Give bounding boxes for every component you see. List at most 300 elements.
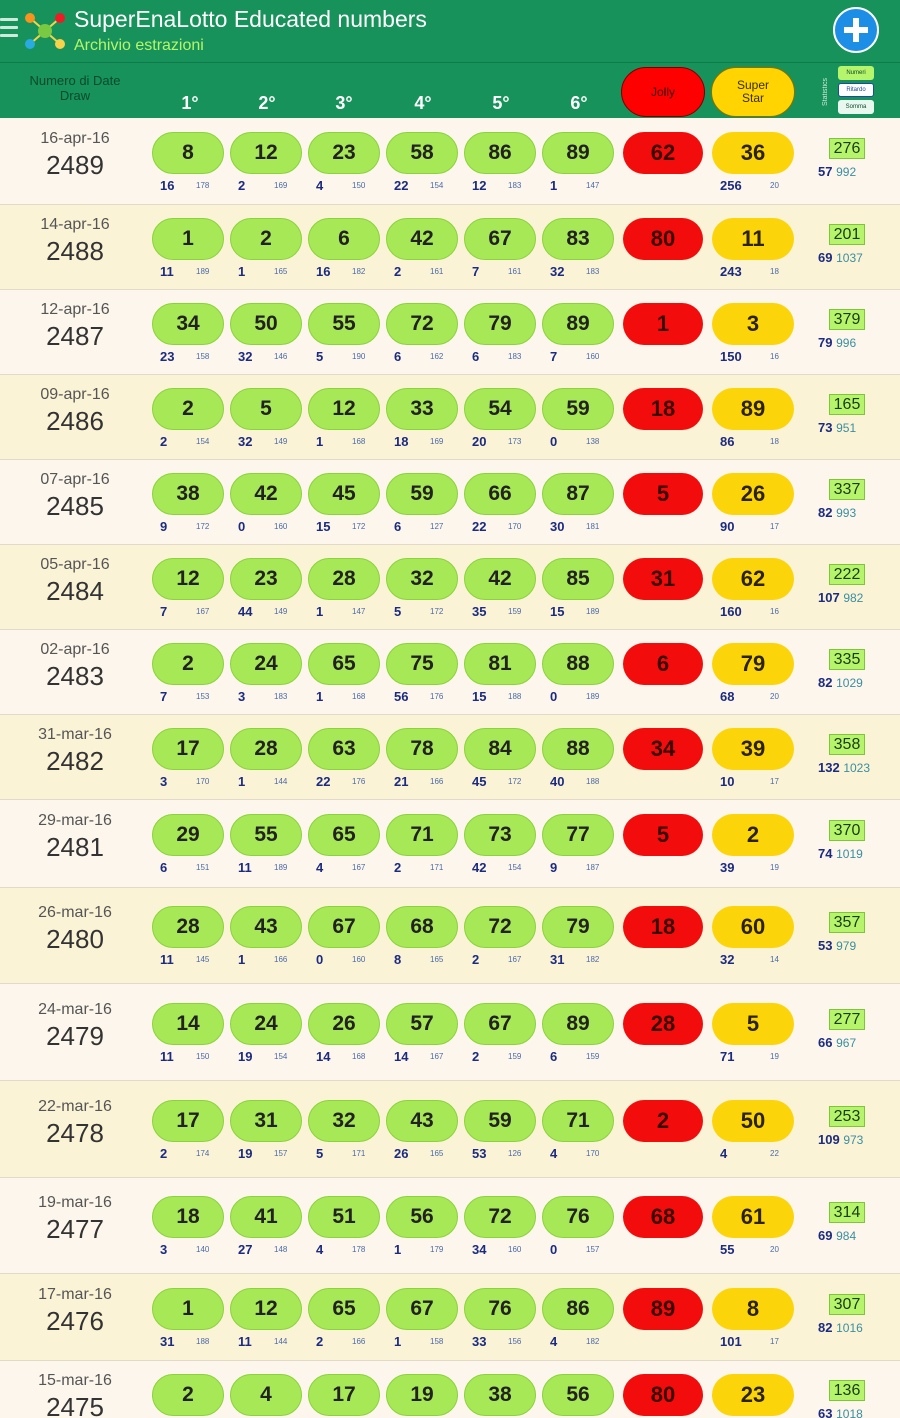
- superstar-frequency: 20: [770, 692, 779, 701]
- number-ball[interactable]: 18: [152, 1196, 224, 1238]
- number-delay: 1: [550, 178, 558, 193]
- superstar-ball[interactable]: 39: [712, 728, 794, 770]
- jolly-ball[interactable]: 34: [623, 728, 703, 770]
- sum-detail-b: 1016: [836, 1321, 863, 1335]
- jolly-header: Jolly: [621, 67, 705, 117]
- number-frequency: 176: [430, 692, 444, 701]
- number-frequency: 159: [508, 607, 522, 616]
- number-ball[interactable]: 55: [308, 303, 380, 345]
- number-ball[interactable]: 68: [386, 906, 458, 948]
- sum-badge: 370: [829, 820, 865, 841]
- sum-badge: 276: [829, 138, 865, 159]
- number-ball[interactable]: 57: [386, 1003, 458, 1045]
- number-ball[interactable]: 2: [152, 643, 224, 685]
- draw-number: 2485: [46, 491, 104, 521]
- sum-details: [818, 846, 888, 861]
- sum-detail-a: 69: [818, 1228, 833, 1243]
- number-ball[interactable]: 65: [308, 643, 380, 685]
- number-frequency: 160: [352, 955, 366, 964]
- superstar-frequency: 17: [770, 522, 779, 531]
- number-ball[interactable]: 32: [308, 1100, 380, 1142]
- number-ball[interactable]: 67: [464, 1003, 536, 1045]
- number-ball[interactable]: 12: [152, 558, 224, 600]
- number-ball[interactable]: 17: [152, 1100, 224, 1142]
- number-ball[interactable]: 72: [464, 1196, 536, 1238]
- number-ball[interactable]: 79: [464, 303, 536, 345]
- number-ball[interactable]: 12: [230, 1288, 302, 1330]
- number-delay: 6: [394, 349, 402, 364]
- number-frequency: 145: [196, 955, 210, 964]
- number-ball[interactable]: 65: [308, 1288, 380, 1330]
- sum-details: [818, 590, 888, 605]
- number-frequency: 150: [352, 181, 366, 190]
- sum-detail-a: 66: [818, 1035, 833, 1050]
- superstar-ball[interactable]: 11: [712, 218, 794, 260]
- number-ball[interactable]: 73: [464, 814, 536, 856]
- number-delay: 2: [160, 434, 168, 449]
- plus-icon: [841, 15, 871, 45]
- superstar-frequency: 19: [770, 1052, 779, 1061]
- number-ball[interactable]: 5: [230, 388, 302, 430]
- number-ball[interactable]: 75: [386, 643, 458, 685]
- superstar-frequency: 20: [770, 181, 779, 190]
- number-delay: 2: [472, 1049, 480, 1064]
- sum-badge: 222: [829, 564, 865, 585]
- menu-icon[interactable]: [0, 18, 18, 44]
- number-ball[interactable]: 76: [542, 1196, 614, 1238]
- number-delay: 0: [550, 1242, 558, 1257]
- number-frequency: 144: [274, 1337, 288, 1346]
- number-delay: 2: [316, 1334, 324, 1349]
- jolly-ball[interactable]: 5: [623, 814, 703, 856]
- draw-row[interactable]: [0, 715, 900, 800]
- number-delay: 11: [238, 1334, 252, 1349]
- jolly-ball[interactable]: 80: [623, 218, 703, 260]
- jolly-ball[interactable]: 89: [623, 1288, 703, 1330]
- draw-row[interactable]: [0, 1274, 900, 1361]
- number-ball[interactable]: 58: [386, 132, 458, 174]
- draw-row[interactable]: [0, 205, 900, 290]
- sum-detail-b: 1019: [836, 847, 863, 861]
- number-delay: 32: [550, 264, 565, 279]
- draw-list: [0, 119, 900, 1418]
- number-ball[interactable]: 76: [464, 1288, 536, 1330]
- jolly-ball[interactable]: 5: [623, 473, 703, 515]
- superstar-ball[interactable]: 36: [712, 132, 794, 174]
- number-frequency: 169: [274, 181, 288, 190]
- number-ball[interactable]: 24: [230, 1003, 302, 1045]
- header-col-4: 4°: [414, 93, 432, 113]
- number-delay: 1: [316, 689, 324, 704]
- number-frequency: 168: [352, 1052, 366, 1061]
- number-delay: 53: [472, 1146, 487, 1161]
- number-frequency: 154: [430, 181, 444, 190]
- draw-row[interactable]: [0, 545, 900, 630]
- number-frequency: 151: [196, 863, 210, 872]
- number-delay: 34: [472, 1242, 487, 1257]
- number-delay: 4: [316, 1242, 324, 1257]
- number-frequency: 170: [196, 777, 210, 786]
- sum-details: [818, 1132, 888, 1147]
- number-ball[interactable]: 89: [542, 1003, 614, 1045]
- number-delay: 7: [160, 604, 168, 619]
- number-delay: 22: [472, 519, 487, 534]
- number-frequency: 165: [274, 267, 288, 276]
- draw-number: 2478: [46, 1118, 104, 1148]
- number-ball[interactable]: 71: [386, 814, 458, 856]
- number-delay: 2: [394, 264, 402, 279]
- number-ball[interactable]: 1: [152, 1288, 224, 1330]
- draw-row[interactable]: [0, 984, 900, 1081]
- number-frequency: 172: [196, 522, 210, 531]
- draw-row[interactable]: [0, 630, 900, 715]
- number-ball[interactable]: 23: [308, 132, 380, 174]
- number-frequency: 165: [430, 955, 444, 964]
- sum-details: [818, 675, 888, 690]
- superstar-ball[interactable]: 60: [712, 906, 794, 948]
- number-frequency: 147: [352, 607, 366, 616]
- superstar-ball[interactable]: 79: [712, 643, 794, 685]
- number-ball[interactable]: 42: [386, 218, 458, 260]
- draw-row[interactable]: [0, 888, 900, 984]
- draw-date: 16-apr-16: [40, 130, 110, 147]
- number-delay: 4: [550, 1146, 558, 1161]
- number-ball[interactable]: 32: [386, 558, 458, 600]
- superstar-frequency: 17: [770, 1337, 779, 1346]
- number-ball[interactable]: 72: [386, 303, 458, 345]
- number-delay: 32: [238, 349, 253, 364]
- sum-details: [818, 335, 888, 350]
- number-frequency: 182: [586, 1337, 600, 1346]
- sum-details: [818, 1320, 888, 1335]
- mini-button-sum[interactable]: Somma: [838, 100, 874, 114]
- number-ball[interactable]: 24: [230, 643, 302, 685]
- number-delay: 19: [238, 1146, 253, 1161]
- number-delay: 11: [160, 952, 174, 967]
- sum-detail-a: 79: [818, 335, 833, 350]
- superstar-frequency: 20: [770, 1245, 779, 1254]
- number-frequency: 160: [586, 352, 600, 361]
- number-frequency: 167: [352, 863, 366, 872]
- number-frequency: 167: [430, 1052, 444, 1061]
- number-ball[interactable]: 26: [308, 1003, 380, 1045]
- number-delay: 2: [238, 178, 246, 193]
- superstar-delay: 68: [720, 689, 735, 704]
- number-ball[interactable]: 6: [308, 218, 380, 260]
- number-frequency: 167: [508, 955, 522, 964]
- jolly-ball[interactable]: 18: [623, 906, 703, 948]
- number-ball[interactable]: 54: [464, 388, 536, 430]
- number-frequency: 172: [508, 777, 522, 786]
- number-frequency: 160: [508, 1245, 522, 1254]
- sum-details: [818, 1035, 888, 1050]
- number-frequency: 190: [352, 352, 366, 361]
- number-ball[interactable]: 84: [464, 728, 536, 770]
- number-delay: 1: [394, 1334, 402, 1349]
- draw-row[interactable]: [0, 375, 900, 460]
- jolly-ball[interactable]: 2: [623, 1100, 703, 1142]
- draw-number: 2476: [46, 1306, 104, 1336]
- superstar-ball[interactable]: 8: [712, 1288, 794, 1330]
- draw-number: 2488: [46, 236, 104, 266]
- number-ball[interactable]: 41: [230, 1196, 302, 1238]
- draw-date: 31-mar-16: [38, 726, 112, 743]
- draw-row[interactable]: [0, 290, 900, 375]
- draw-date: 07-apr-16: [40, 471, 110, 488]
- draw-row[interactable]: [0, 119, 900, 205]
- number-ball[interactable]: 88: [542, 643, 614, 685]
- number-delay: 0: [550, 434, 558, 449]
- jolly-ball[interactable]: 6: [623, 643, 703, 685]
- number-ball[interactable]: 85: [542, 558, 614, 600]
- sum-detail-a: 73: [818, 420, 833, 435]
- number-delay: 32: [238, 434, 253, 449]
- superstar-delay: 4: [720, 1146, 728, 1161]
- number-ball[interactable]: 67: [386, 1288, 458, 1330]
- number-ball[interactable]: 59: [386, 473, 458, 515]
- number-delay: 18: [394, 434, 409, 449]
- number-ball[interactable]: 56: [542, 1374, 614, 1416]
- number-delay: 1: [316, 434, 324, 449]
- number-delay: 19: [238, 1049, 253, 1064]
- number-delay: 1: [238, 264, 246, 279]
- sum-detail-b: 979: [836, 939, 857, 953]
- number-ball[interactable]: 12: [308, 388, 380, 430]
- number-frequency: 189: [274, 863, 288, 872]
- number-ball[interactable]: 50: [230, 303, 302, 345]
- number-ball[interactable]: 65: [308, 814, 380, 856]
- superstar-delay: 39: [720, 860, 735, 875]
- mini-button-numbers[interactable]: Numeri: [838, 66, 874, 80]
- number-frequency: 154: [508, 863, 522, 872]
- number-ball[interactable]: 89: [542, 303, 614, 345]
- sum-detail-a: 109: [818, 1132, 840, 1147]
- number-delay: 21: [394, 774, 409, 789]
- number-ball[interactable]: 38: [152, 473, 224, 515]
- number-frequency: 170: [508, 522, 522, 531]
- number-ball[interactable]: 28: [230, 728, 302, 770]
- sum-details: [818, 938, 888, 953]
- sum-badge: 277: [829, 1009, 865, 1030]
- number-ball[interactable]: 71: [542, 1100, 614, 1142]
- sum-detail-a: 63: [818, 1406, 833, 1418]
- number-ball[interactable]: 59: [464, 1100, 536, 1142]
- number-frequency: 183: [274, 692, 288, 701]
- draw-number: 2477: [46, 1214, 104, 1244]
- number-ball[interactable]: 29: [152, 814, 224, 856]
- number-frequency: 150: [196, 1052, 210, 1061]
- sum-badge: 379: [829, 309, 865, 330]
- number-ball[interactable]: 63: [308, 728, 380, 770]
- number-ball[interactable]: 17: [308, 1374, 380, 1416]
- number-ball[interactable]: 34: [152, 303, 224, 345]
- number-frequency: 172: [352, 522, 366, 531]
- superstar-delay: 90: [720, 519, 735, 534]
- number-frequency: 153: [196, 692, 210, 701]
- number-ball[interactable]: 28: [308, 558, 380, 600]
- sum-detail-a: 107: [818, 590, 840, 605]
- number-ball[interactable]: 42: [464, 558, 536, 600]
- superstar-ball[interactable]: 26: [712, 473, 794, 515]
- number-ball[interactable]: 42: [230, 473, 302, 515]
- number-ball[interactable]: 51: [308, 1196, 380, 1238]
- draw-row[interactable]: [0, 1361, 900, 1418]
- sum-detail-b: 1037: [836, 251, 863, 265]
- superstar-ball[interactable]: 2: [712, 814, 794, 856]
- number-delay: 31: [160, 1334, 175, 1349]
- number-ball[interactable]: 12: [230, 132, 302, 174]
- jolly-ball[interactable]: 80: [623, 1374, 703, 1416]
- number-frequency: 178: [352, 1245, 366, 1254]
- number-frequency: 158: [430, 1337, 444, 1346]
- number-delay: 12: [472, 178, 487, 193]
- number-ball[interactable]: 78: [386, 728, 458, 770]
- number-ball[interactable]: 86: [464, 132, 536, 174]
- number-frequency: 172: [430, 607, 444, 616]
- number-delay: 33: [472, 1334, 487, 1349]
- draw-date: 05-apr-16: [40, 556, 110, 573]
- number-delay: 6: [472, 349, 480, 364]
- number-delay: 15: [550, 604, 565, 619]
- sum-detail-b: 1029: [836, 676, 863, 690]
- draw-number: 2480: [46, 924, 104, 954]
- header-col-2: 2°: [258, 93, 276, 113]
- sum-badge: 314: [829, 1202, 865, 1223]
- superstar-ball[interactable]: 23: [712, 1374, 794, 1416]
- mini-button-delay[interactable]: Ritardo: [838, 83, 874, 97]
- number-ball[interactable]: 14: [152, 1003, 224, 1045]
- number-ball[interactable]: 38: [464, 1374, 536, 1416]
- draw-number: 2475: [46, 1392, 104, 1418]
- number-ball[interactable]: 86: [542, 1288, 614, 1330]
- sum-detail-a: 69: [818, 250, 833, 265]
- number-ball[interactable]: 8: [152, 132, 224, 174]
- number-ball[interactable]: 33: [386, 388, 458, 430]
- sum-details: [818, 1406, 888, 1418]
- number-frequency: 146: [274, 352, 288, 361]
- number-ball[interactable]: 2: [152, 1374, 224, 1416]
- superstar-ball[interactable]: 50: [712, 1100, 794, 1142]
- sum-details: [818, 505, 888, 520]
- app-subtitle: Archivio estrazioni: [74, 37, 204, 54]
- number-delay: 5: [316, 349, 324, 364]
- sum-details: [818, 420, 888, 435]
- number-frequency: 159: [508, 1052, 522, 1061]
- number-ball[interactable]: 87: [542, 473, 614, 515]
- draw-row[interactable]: [0, 1081, 900, 1178]
- number-ball[interactable]: 43: [230, 906, 302, 948]
- number-delay: 4: [316, 178, 324, 193]
- number-ball[interactable]: 79: [542, 906, 614, 948]
- number-ball[interactable]: 89: [542, 132, 614, 174]
- number-frequency: 156: [508, 1337, 522, 1346]
- number-delay: 6: [160, 860, 168, 875]
- number-ball[interactable]: 19: [386, 1374, 458, 1416]
- draw-date: 09-apr-16: [40, 386, 110, 403]
- superstar-delay: 10: [720, 774, 735, 789]
- number-ball[interactable]: 77: [542, 814, 614, 856]
- jolly-ball[interactable]: 62: [623, 132, 703, 174]
- number-ball[interactable]: 67: [308, 906, 380, 948]
- number-delay: 3: [160, 774, 168, 789]
- number-ball[interactable]: 1: [152, 218, 224, 260]
- number-frequency: 154: [274, 1052, 288, 1061]
- number-ball[interactable]: 83: [542, 218, 614, 260]
- draw-date: 12-apr-16: [40, 301, 110, 318]
- number-delay: 0: [238, 519, 246, 534]
- number-frequency: 188: [196, 1337, 210, 1346]
- sum-detail-b: 967: [836, 1036, 857, 1050]
- number-delay: 20: [472, 434, 487, 449]
- superstar-delay: 55: [720, 1242, 735, 1257]
- number-ball[interactable]: 45: [308, 473, 380, 515]
- number-ball[interactable]: 72: [464, 906, 536, 948]
- number-frequency: 178: [196, 181, 210, 190]
- number-frequency: 189: [586, 607, 600, 616]
- jolly-ball[interactable]: 1: [623, 303, 703, 345]
- sum-details: [818, 164, 888, 179]
- number-delay: 42: [472, 860, 487, 875]
- add-button[interactable]: [833, 7, 879, 53]
- number-ball[interactable]: 67: [464, 218, 536, 260]
- number-ball[interactable]: 2: [230, 218, 302, 260]
- superstar-ball[interactable]: 62: [712, 558, 794, 600]
- number-delay: 7: [160, 689, 168, 704]
- number-ball[interactable]: 31: [230, 1100, 302, 1142]
- date-draw-header: Numero di Date Draw: [29, 73, 121, 103]
- number-ball[interactable]: 55: [230, 814, 302, 856]
- number-frequency: 183: [508, 352, 522, 361]
- number-frequency: 176: [352, 777, 366, 786]
- number-frequency: 179: [430, 1245, 444, 1254]
- superstar-ball[interactable]: 89: [712, 388, 794, 430]
- number-ball[interactable]: 2: [152, 388, 224, 430]
- draw-row[interactable]: [0, 800, 900, 888]
- jolly-ball[interactable]: 18: [623, 388, 703, 430]
- draw-number: 2483: [46, 661, 104, 691]
- draw-row[interactable]: [0, 1178, 900, 1274]
- superstar-ball[interactable]: 61: [712, 1196, 794, 1238]
- sum-detail-b: 996: [836, 336, 857, 350]
- superstar-ball[interactable]: 5: [712, 1003, 794, 1045]
- number-frequency: 187: [586, 863, 600, 872]
- number-frequency: 188: [508, 692, 522, 701]
- number-ball[interactable]: 66: [464, 473, 536, 515]
- number-frequency: 166: [274, 955, 288, 964]
- superstar-delay: 160: [720, 604, 742, 619]
- number-ball[interactable]: 23: [230, 558, 302, 600]
- jolly-ball[interactable]: 31: [623, 558, 703, 600]
- jolly-ball[interactable]: 68: [623, 1196, 703, 1238]
- sum-detail-a: 82: [818, 675, 833, 690]
- number-delay: 11: [160, 1049, 174, 1064]
- number-ball[interactable]: 59: [542, 388, 614, 430]
- superstar-ball[interactable]: 3: [712, 303, 794, 345]
- number-ball[interactable]: 4: [230, 1374, 302, 1416]
- jolly-ball[interactable]: 28: [623, 1003, 703, 1045]
- draw-date: 14-apr-16: [40, 216, 110, 233]
- number-ball[interactable]: 81: [464, 643, 536, 685]
- number-ball[interactable]: 88: [542, 728, 614, 770]
- superstar-frequency: 18: [770, 267, 779, 276]
- number-ball[interactable]: 17: [152, 728, 224, 770]
- sum-detail-b: 992: [836, 165, 857, 179]
- draw-row[interactable]: [0, 460, 900, 545]
- number-ball[interactable]: 56: [386, 1196, 458, 1238]
- number-ball[interactable]: 28: [152, 906, 224, 948]
- superstar-delay: 32: [720, 952, 735, 967]
- number-ball[interactable]: 43: [386, 1100, 458, 1142]
